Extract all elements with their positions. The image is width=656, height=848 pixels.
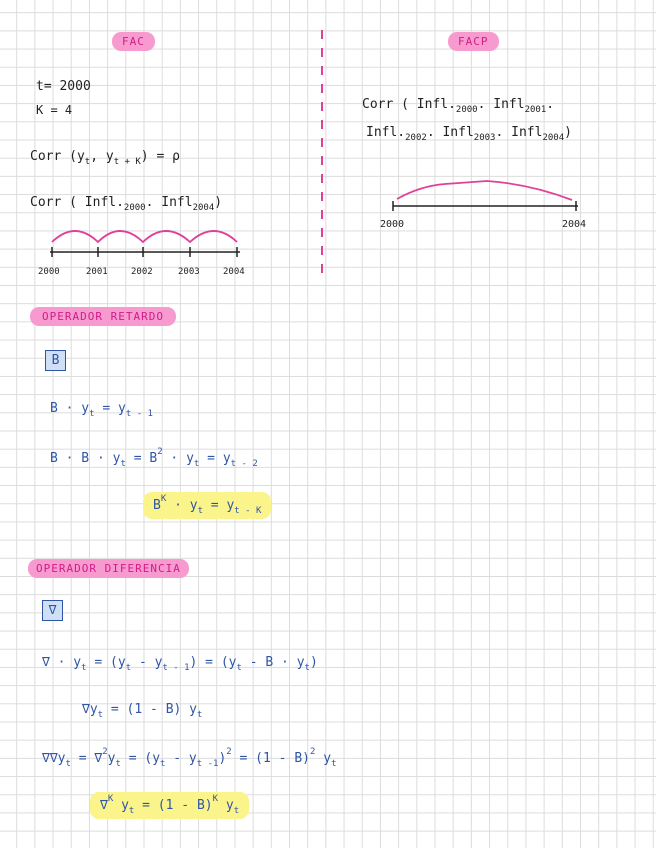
b-symbol-box: B — [45, 350, 66, 371]
k-value: K = 4 — [36, 103, 73, 117]
t-value: t= 2000 — [36, 79, 91, 94]
fac-tick-label-4: 2004 — [223, 267, 245, 277]
fac-tick-label-1: 2001 — [86, 267, 108, 277]
retardo-eq2: $B \cdot B \cdot y_t = B^2 \cdot y_t = y_{t - 2}$ — [50, 447, 258, 469]
retardo-eq1: $B \cdot y_t = y_{t - 1}$ — [50, 401, 153, 419]
facp-corr-line2: $Infl._{2002}$. Infl$_{2003}$. Infl$_{2004}$) — [366, 125, 572, 143]
diferencia-title: OPERADOR DIFERENCIA — [28, 559, 189, 578]
retardo-title: OPERADOR RETARDO — [30, 307, 176, 326]
diferencia-eq1: ∇ · $y_t = (y_t - y_{t - 1}) = (y_t - B \cdot y_t)$ — [42, 655, 318, 673]
facp-arc — [397, 181, 572, 200]
nabla-symbol-box: ∇ — [42, 600, 63, 621]
fac-arcs — [52, 231, 237, 242]
fac-tick-label-3: 2003 — [178, 267, 200, 277]
diferencia-eq4: ∇$^K$ $y_t = (1 - B)^K$ $y_t$ — [100, 794, 240, 816]
fac-tick-label-0: 2000 — [38, 267, 60, 277]
facp-tick-end: 2004 — [562, 219, 587, 230]
fac-tick-label-2: 2002 — [131, 267, 153, 277]
corr-definition: Corr ($y_t$, $y_{t + K}) = \rho$ — [30, 149, 180, 167]
diferencia-eq3: $\nabla\nabla y_t = \nabla^2y_t = (y_t - y_{t -1})^2 = (1 - B)^2$ $y_t$ — [42, 747, 337, 769]
facp-corr-line1: Corr ( $Infl._{2000}$. Infl$_{2001}$. — [362, 97, 555, 115]
diferencia-eq2: $\nabla y_t = (1 - B)$ $y_t$ — [82, 702, 203, 720]
retardo-eq3-highlight — [143, 492, 271, 519]
facp-title: FACP — [448, 32, 499, 51]
fac-title: FAC — [112, 32, 155, 51]
corr-infl-fac: Corr ( $Infl._{2000}$. Infl$_{2004}$) — [30, 195, 223, 213]
diferencia-eq4-highlight — [90, 792, 249, 819]
facp-tick-start: 2000 — [380, 219, 405, 230]
retardo-eq3: $B^K \cdot y_t = y_{t - K}$ — [153, 494, 262, 516]
